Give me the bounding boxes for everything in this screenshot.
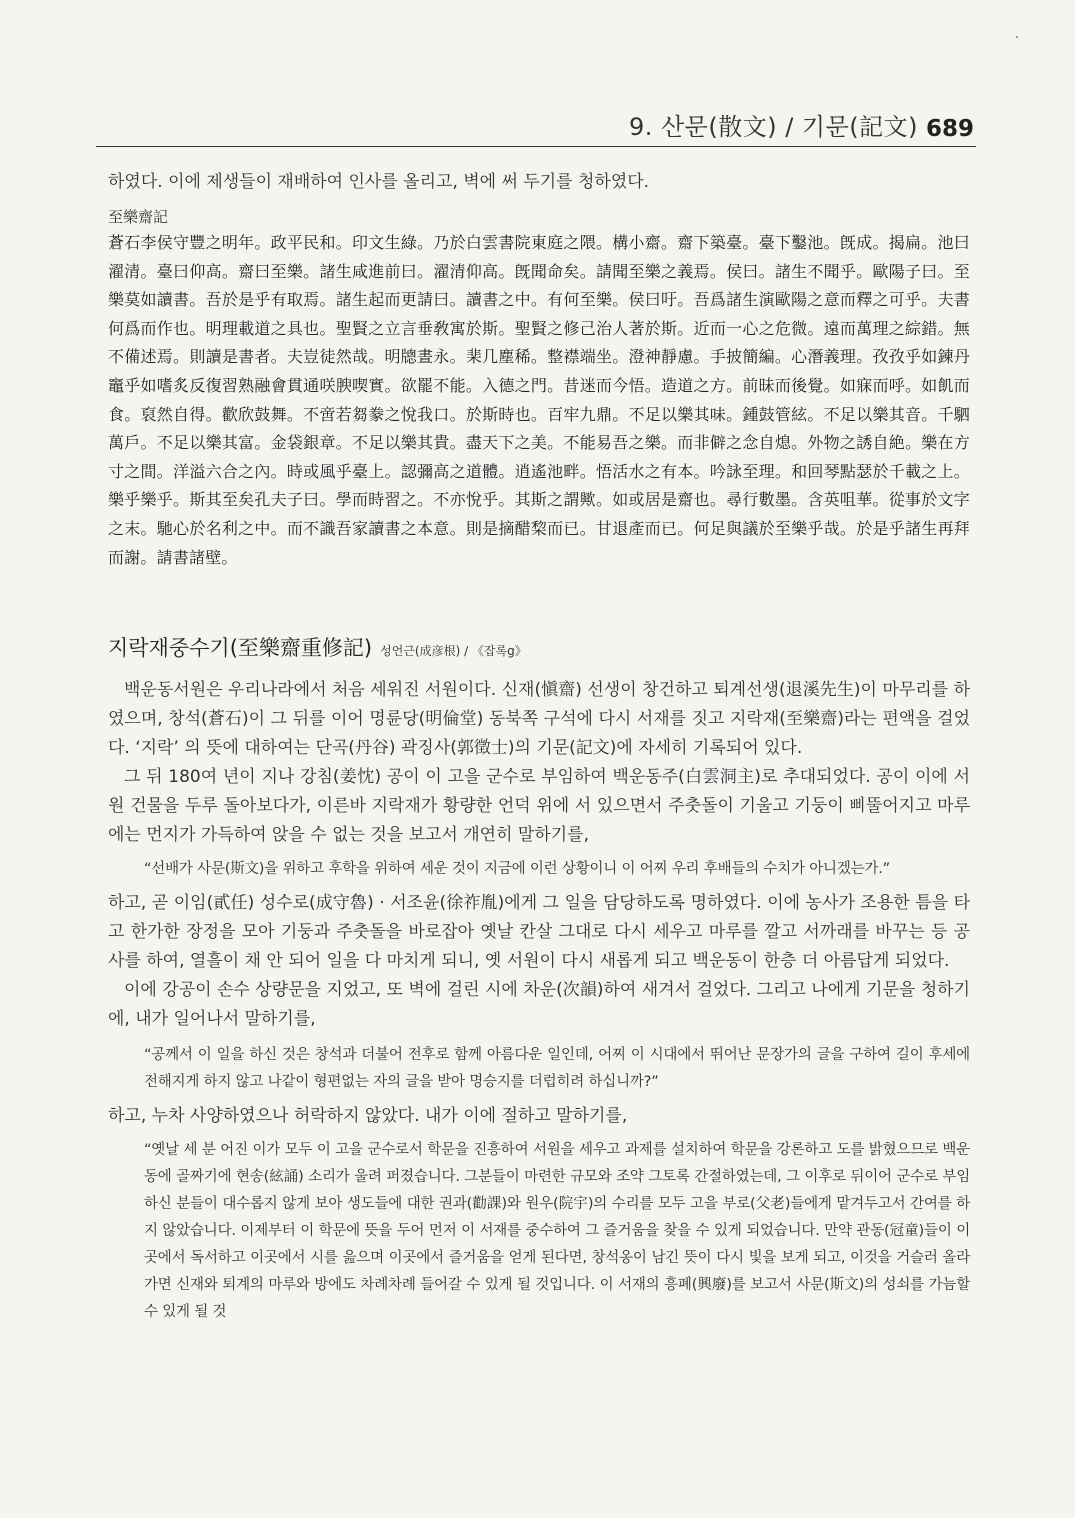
page-number: 689 [925,116,974,142]
opening-paragraph-block [108,168,970,197]
section-author: 성언근(成彦根) / 《잡록g》 [380,644,527,658]
classical-text-block [108,206,970,572]
paragraph-5: 하고, 누차 사양하였으나 허락하지 않았다. 내가 이에 절하고 말하기를, [108,1106,628,1126]
paragraph-3: 하고, 곧 이임(貳任) 성수로(成守魯) · 서조윤(徐祚胤)에게 그 일을 담당하도록 명하였다. 이에 농사가 조용한 틈을 타고 한가한 장정을 모아 기둥과 주춧돌을 바로잡아 옛날 칸살 그대로 다시 세우고 마루를 깔고 서까래를 바꾸는 등 공사를 하여, 열흘이 채 안 되어 일을 다 마치게 되니, 옛 서원이 다시 새롭게 되고 백운동이 한층 더 아름답게 되었다. [108,893,970,971]
quote-3: “옛날 세 분 어진 이가 모두 이 고을 군수로서 학문을 진흥하여 서원을 세우고 과제를 설치하여 학문을 강론하고 도를 밝혔으므로 백운동에 골짜기에 현송(絃誦) 소리가 울려 퍼졌습니다. 그분들이 마련한 규모와 조약 그토록 간절하였는데, 그 이후로 뒤이어 군수로 부임하신 분들이 대수롭지 않게 보아 생도들에 대한 권과(勸課)와 원우(院宇)의 수리를 모두 고을 부로(父老)들에게 맡겨두고서 간여를 하지 않았습니다. 이제부터 이 학문에 뜻을 두어 먼저 이 서재를 중수하여 그 즐거움을 찾을 수 있게 되었습니다. 만약 관동(冠童)들이 이곳에서 독서하고 이곳에서 시를 읊으며 이곳에서 즐거움을 얻게 된다면, 창석옹이 남긴 뜻이 다시 빛을 보게 되고, 이것을 거슬러 올라가면 신재와 퇴계의 마루와 방에도 차례차례 들어갈 수 있게 될 것입니다. 이 서재의 흥폐(興廢)를 보고서 사문(斯文)의 성쇠를 가늠할 수 있게 될 것 [144,1142,970,1320]
quote-1: “선배가 사문(斯文)을 위하고 후학을 위하여 세운 것이 지금에 이런 상황이니 이 어찌 우리 후배들의 수치가 아니겠는가.” [144,861,890,877]
quote-2: “공께서 이 일을 하신 것은 창석과 더불어 전후로 함께 아름다운 일인데, 어찌 이 시대에서 뛰어난 문장가의 글을 구하여 길이 후세에 전해지게 하지 않고 나같이 형편없는 자의 글을 받아 명승지를 더럽히려 하십니까?” [144,1047,970,1090]
section-heading [108,632,970,662]
section-body [108,676,970,1326]
section-title: 지락재중수기(至樂齋重修記) [108,636,373,660]
margin-speck [1016,36,1018,38]
classical-title: 至樂齋記 [108,208,169,226]
paragraph-2: 그 뒤 180여 년이 지나 강침(姜忱) 공이 이 고을 군수로 부임하여 백운동주(白雲洞主)로 추대되었다. 공이 이에 서원 건물을 두루 돌아보다가, 이른바 지락재가 황량한 언덕 위에 서 있으면서 주춧돌이 기울고 기둥이 삐뚤어지고 마루에는 먼지가 가득하여 앉을 수 없는 것을 보고서 개연히 말하기를, [108,767,970,845]
paragraph-1: 백운동서원은 우리나라에서 처음 세워진 서원이다. 신재(愼齋) 선생이 창건하고 퇴계선생(退溪先生)이 마무리를 하였으며, 창석(蒼石)이 그 뒤를 이어 명륜당(明倫堂) 동북쪽 구석에 다시 서재를 짓고 지락재(至樂齋)라는 편액을 걸었다. ‘지락’ 의 뜻에 대하여는 단곡(丹谷) 곽징사(郭徵士)의 기문(記文)에 자세히 기록되어 있다. [108,680,970,758]
running-header [96,104,976,147]
header-section-title: 9. 산문(散文) / 기문(記文) [628,113,918,141]
paragraph-4: 이에 강공이 손수 상량문을 지었고, 또 벽에 걸린 시에 차운(次韻)하여 새겨서 걸었다. 그리고 나에게 기문을 청하기에, 내가 일어나서 말하기를, [108,980,970,1029]
opening-line: 하였다. 이에 제생들이 재배하여 인사를 올리고, 벽에 써 두기를 청하였다. [108,172,650,192]
classical-text: 蒼石李侯守豐之明年。政平民和。印文生綠。乃於白雲書院東庭之隈。構小齋。齋下築臺。臺下鑿池。旣成。揭扁。池曰濯清。臺曰仰高。齋曰至樂。諸生咸進前曰。濯清仰高。旣聞命矣。請聞至樂之義焉。侯曰。諸生不聞乎。歐陽子曰。至樂莫如讀書。吾於是乎有取焉。諸生起而更請曰。讀書之中。有何至樂。侯曰吁。吾爲諸生演歐陽之意而釋之可乎。夫書何爲而作也。明理載道之具也。聖賢之立言垂敎寓於斯。聖賢之修己治人著於斯。近而一心之危微。遠而萬理之綜錯。無不備述焉。則讀是書者。夫豈徒然哉。明牕晝永。棐几塵稀。整襟端坐。澄神靜慮。手披簡編。心潛義理。孜孜乎如鍊丹竈乎如嗜炙反復習熟融會貫通咲腴喫實。欲罷不能。入德之門。昔迷而今悟。造道之方。前昧而後覺。如寐而呼。如飢而食。裒然自得。歡欣鼓舞。不啻若芻豢之悅我口。於斯時也。百牢九鼎。不足以樂其味。鍾鼓管絃。不足以樂其音。千駟萬戶。不足以樂其富。金袋銀章。不足以樂其貴。盡天下之美。不能易吾之樂。而非僻之念自熄。外物之誘自絶。樂在方寸之間。洋溢六合之內。時或風乎臺上。認彌高之道體。逍遙池畔。悟活水之有本。吟詠至理。和回琴點瑟於千載之上。樂乎樂乎。斯其至矣孔夫子曰。學而時習之。不亦悅乎。其斯之謂歟。如或居是齋也。尋行數墨。含英咀華。從事於文字之末。馳心於名利之中。而不識吾家讀書之本意。則是摘醋棃而已。甘退產而已。何足與議於至樂乎哉。於是乎諸生再拜而謝。請書諸壁。 [108,233,970,567]
